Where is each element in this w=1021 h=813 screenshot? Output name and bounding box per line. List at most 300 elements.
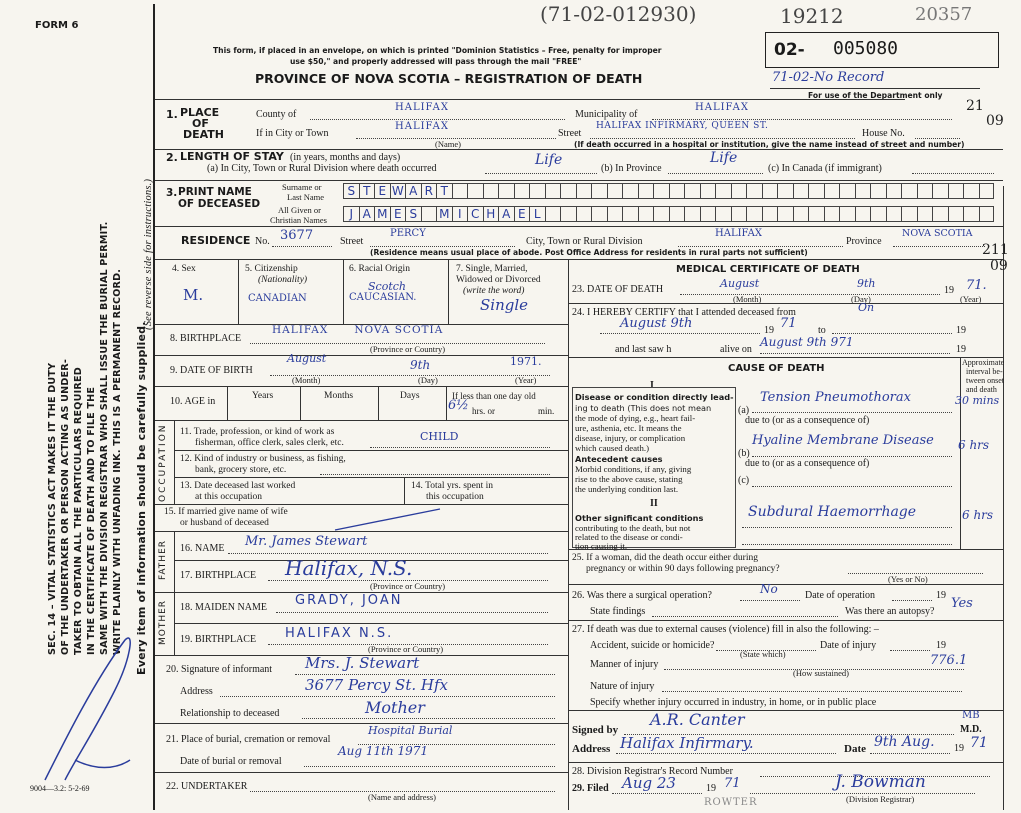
mail-note-1: This form, if placed in an envelope, on which is printed "Dominion Statistics – Free, penalty for improper	[213, 46, 662, 55]
residence-province: NOVA SCOTIA	[902, 228, 973, 239]
mother-bp-caption: (Province or Country)	[368, 644, 444, 654]
marital-label-2: Widowed or Divorced	[456, 275, 541, 285]
interval-1: Approximate	[962, 358, 1005, 367]
burial-date: Aug 11th 1971	[338, 744, 429, 758]
given-name-letter-box[interactable]	[901, 206, 917, 222]
q27-label: 27. If death was due to external causes (violence) fill in also the following: –	[572, 624, 879, 635]
given-name-letter-box[interactable]	[576, 206, 592, 222]
side-text-8: (See reverse side for instructions.)	[143, 178, 154, 330]
dob-label: 9. DATE OF BIRTH	[170, 365, 253, 376]
dob-month-cap: (Month)	[292, 375, 321, 385]
racial-hw: Scotch	[368, 280, 406, 293]
state-which: (State which)	[740, 649, 786, 659]
q26-label: 26. Was there a surgical operation?	[572, 590, 712, 601]
given-name-letter-box[interactable]: S	[405, 206, 421, 222]
date-year: 71	[970, 735, 988, 751]
q25-line-2: pregnancy or within 90 days following pregnancy?	[586, 564, 780, 574]
informant-addr-label: Address	[180, 686, 213, 697]
place-of-death-label-3: DEATH	[183, 128, 225, 141]
surname-letter-box[interactable]	[777, 183, 793, 199]
given-name-letter-box[interactable]: I	[452, 206, 468, 222]
given-name-letter-box[interactable]	[560, 206, 576, 222]
q23-19: 19	[944, 285, 954, 296]
side-text-4: IN THE CERTIFICATE OF DEATH AND TO FILE THE	[86, 386, 97, 655]
residence-city-label: City, Town or Rural Division	[526, 236, 643, 247]
given-names-boxes[interactable]	[343, 206, 994, 222]
undertaker-caption: (Name and address)	[368, 792, 436, 802]
due-to-2: due to (or as a consequence of)	[745, 458, 870, 469]
q24-label: 24. I HEREBY CERTIFY that I attended deceased from	[572, 307, 796, 318]
registrar-signature: J. Bowman	[835, 772, 926, 792]
q26-value: No	[760, 582, 778, 596]
place-of-death-label-2: OF	[192, 117, 209, 130]
side-text-5: SAME WITH THE DIVISION REGISTRAR WHO SHALL ISSUE THE BURIAL PERMIT.	[99, 221, 110, 655]
informant-rel-label: Relationship to deceased	[180, 708, 280, 719]
op-19: 19	[936, 590, 946, 601]
manner-label: Manner of injury	[590, 659, 659, 670]
how-sustained: (How sustained)	[793, 668, 849, 678]
surname-letter-box[interactable]	[467, 183, 483, 199]
surname-letter-box[interactable]: T	[436, 183, 452, 199]
surname-letter-box[interactable]	[855, 183, 871, 199]
interval-4: and death	[966, 385, 997, 394]
given-name-letter-box[interactable]	[932, 206, 948, 222]
informant-rel: Mother	[365, 698, 425, 717]
occupation-bracket-label: OCCUPATION	[158, 423, 168, 502]
residence-no: 3677	[280, 228, 314, 243]
burial-place-label: 21. Place of burial, cremation or removal	[166, 734, 331, 745]
surname-letter-box[interactable]: S	[343, 183, 359, 199]
given-name-letter-box[interactable]	[917, 206, 933, 222]
age-days: Days	[400, 391, 420, 401]
father-bracket-label: FATHER	[158, 539, 168, 580]
given-name-letter-box[interactable]: M	[436, 206, 452, 222]
print-name-label-2: OF DECEASED	[178, 198, 261, 210]
given-name-letter-box[interactable]	[839, 206, 855, 222]
q28-label: 28. Division Registrar's Record Number	[572, 766, 733, 777]
surname-label-1: Surname or	[282, 182, 322, 192]
informant-addr: 3677 Percy St. Hfx	[305, 676, 448, 694]
father-bp-caption: (Province or Country)	[370, 581, 446, 591]
given-name-letter-box[interactable]: A	[498, 206, 514, 222]
given-name-letter-box[interactable]: E	[514, 206, 530, 222]
given-name-letter-box[interactable]: H	[483, 206, 499, 222]
disease-label-4: ure, asthenia, etc. It means the	[575, 423, 682, 433]
stay-b-value: Life	[710, 150, 738, 166]
side-text-6: WRITE PLAINLY WITH UNFADING INK. THIS IS A PERMANENT RECORD.	[112, 268, 123, 655]
house-label: House No.	[862, 128, 905, 139]
given-name-letter-box[interactable]: C	[467, 206, 483, 222]
given-name-letter-box[interactable]	[979, 206, 995, 222]
given-name-letter-box[interactable]	[421, 206, 437, 222]
citizenship-label-1: 5. Citizenship	[245, 264, 298, 274]
roman-ii: II	[650, 498, 658, 509]
cause-b-interval: 6 hrs	[958, 438, 990, 452]
q23-year-cap: (Year)	[960, 294, 982, 304]
father-name-label: 16. NAME	[180, 543, 225, 554]
cause-b: Hyaline Membrane Disease	[752, 433, 934, 448]
birthplace-caption: (Province or Country)	[370, 344, 446, 354]
surname-letter-box[interactable]	[576, 183, 592, 199]
surname-letter-box[interactable]	[762, 183, 778, 199]
registrar-caption: (Division Registrar)	[846, 794, 915, 804]
interval-2: interval be-	[966, 367, 1003, 376]
undertaker-label: 22. UNDERTAKER	[166, 781, 248, 792]
length-of-stay-label: LENGTH OF STAY	[180, 150, 284, 163]
given-name-letter-box[interactable]	[653, 206, 669, 222]
length-of-stay-num: 2.	[166, 151, 178, 164]
surname-letter-box[interactable]	[498, 183, 514, 199]
given-name-letter-box[interactable]	[746, 206, 762, 222]
informant-sig: Mrs. J. Stewart	[305, 654, 420, 672]
dob-year-cap: (Year)	[515, 375, 537, 385]
q11-line-1: 11. Trade, profession, or kind of work as	[180, 427, 335, 437]
disease-label-2: ing to death (This does not mean	[575, 403, 712, 413]
surname-letter-box[interactable]	[963, 183, 979, 199]
given-name-letter-box[interactable]	[948, 206, 964, 222]
medical-title: MEDICAL CERTIFICATE OF DEATH	[676, 264, 860, 275]
other-label-3: related to the disease or condi-	[575, 532, 683, 542]
manner-value: 776.1	[930, 653, 968, 668]
cause-c-letter: (c)	[738, 475, 750, 486]
surname-letter-box[interactable]	[622, 183, 638, 199]
q11-line-2: fisherman, office clerk, sales clerk, etc.	[195, 438, 344, 448]
q24-date: August 9th	[620, 316, 693, 331]
reg-number: 005080	[833, 38, 899, 59]
signed-by-label: Signed by	[572, 724, 619, 736]
roman-i: I	[650, 380, 654, 391]
filed-value: Aug 23	[622, 774, 676, 792]
father-name: Mr. James Stewart	[245, 534, 368, 549]
autopsy-value: Yes	[951, 596, 973, 611]
surname-letter-box[interactable]	[591, 183, 607, 199]
given-name-letter-box[interactable]	[793, 206, 809, 222]
given-label-2: Christian Names	[270, 215, 327, 225]
other-condition-interval: 6 hrs	[962, 508, 994, 522]
marital-value: Single	[480, 296, 529, 314]
disease-label-3: the mode of dying, e.g., heart fail-	[575, 413, 696, 423]
residence-street: PERCY	[390, 228, 426, 239]
age-hours: 6½	[448, 398, 469, 413]
reg-handwritten: 71-02-No Record	[772, 70, 885, 85]
given-name-letter-box[interactable]: J	[343, 206, 359, 222]
surname-letter-box[interactable]	[638, 183, 654, 199]
q12-line-2: bank, grocery store, etc.	[195, 465, 287, 475]
q23-year: 71.	[966, 278, 987, 293]
q24-year: 71	[780, 316, 797, 331]
mother-maiden: GRADY, JOAN	[295, 593, 403, 608]
surname-letter-box[interactable]	[529, 183, 545, 199]
specify-label: Specify whether injury occurred in industry, in home, or in public place	[590, 697, 877, 708]
age-label: 10. AGE in	[170, 396, 216, 407]
side-text-2: OF THE UNDERTAKER OR PERSON ACTING AS UNDER-	[60, 358, 71, 655]
stay-b-label: (b) In Province	[601, 163, 662, 174]
disease-label-5: disease, injury, or complication	[575, 433, 686, 443]
disease-label-1: Disease or condition directly lead-	[575, 392, 734, 402]
q24-19c: 19	[956, 344, 966, 355]
sex-value: M.	[183, 286, 204, 304]
marital-label-1: 7. Single, Married,	[456, 264, 528, 274]
given-name-letter-box[interactable]: M	[374, 206, 390, 222]
given-name-letter-box[interactable]	[855, 206, 871, 222]
cause-b-letter: (b)	[738, 448, 750, 459]
municipality-value: HALIFAX	[695, 102, 749, 113]
surname-letter-box[interactable]	[917, 183, 933, 199]
residence-no-label: No.	[255, 236, 270, 247]
surname-letter-box[interactable]	[684, 183, 700, 199]
residence-province-label: Province	[846, 236, 882, 247]
antecedent-label-4: the underlying condition last.	[575, 484, 679, 494]
surname-letter-box[interactable]: W	[390, 183, 406, 199]
racial-label: 6. Racial Origin	[349, 264, 410, 274]
surname-letter-box[interactable]	[932, 183, 948, 199]
dept-code-4: 09	[990, 258, 1008, 274]
q13-line-2: at this occupation	[195, 492, 263, 502]
surname-letter-box[interactable]	[607, 183, 623, 199]
form-label: FORM 6	[35, 20, 79, 31]
city-label: If in City or Town	[256, 128, 329, 139]
surname-letter-box[interactable]	[545, 183, 561, 199]
q23-month-cap: (Month)	[733, 294, 762, 304]
surname-letter-box[interactable]	[669, 183, 685, 199]
city-value: HALIFAX	[395, 121, 449, 132]
q13-line-1: 13. Date deceased last worked	[180, 481, 296, 491]
surname-letter-box[interactable]	[839, 183, 855, 199]
informant-sig-label: 20. Signature of informant	[166, 664, 273, 675]
father-bp: Halifax, N.S.	[285, 556, 413, 580]
disease-label-6: which caused death.)	[575, 443, 650, 453]
dob-year: 1971.	[510, 355, 542, 368]
citizenship-label-2: (Nationality)	[258, 275, 308, 285]
surname-letter-box[interactable]: E	[374, 183, 390, 199]
residence-note: (Residence means usual place of abode. Post Office Address for residents in rural parts not sufficient)	[370, 248, 808, 257]
given-label-1: All Given or	[278, 205, 321, 215]
given-name-letter-box[interactable]: E	[390, 206, 406, 222]
residence-label: RESIDENCE	[181, 234, 251, 247]
street-value: HALIFAX INFIRMARY, QUEEN ST.	[596, 121, 769, 131]
stay-a-label: (a) In City, Town or Rural Division where death occurred	[207, 163, 437, 174]
q24-alive: alive on	[720, 344, 752, 355]
given-name-letter-box[interactable]: A	[359, 206, 375, 222]
mail-note-2: use $50," and properly addressed will pass through the mail "FREE"	[290, 57, 582, 66]
given-name-letter-box[interactable]	[715, 206, 731, 222]
other-condition: Subdural Haemorrhage	[748, 504, 917, 520]
given-name-letter-box[interactable]	[870, 206, 886, 222]
address-label: Address	[572, 743, 611, 755]
cause-a-interval: 30 mins	[955, 394, 1000, 407]
birthplace-label: 8. BIRTHPLACE	[170, 333, 242, 344]
surname-letter-box[interactable]	[793, 183, 809, 199]
surname-letter-box[interactable]: A	[405, 183, 421, 199]
given-name-letter-box[interactable]	[669, 206, 685, 222]
residence-city: HALIFAX	[715, 228, 762, 239]
reg-prefix: 02-	[774, 40, 805, 60]
md-label: M.D.	[960, 724, 982, 735]
dept-code-1: 21	[966, 98, 984, 114]
margin-scribble	[35, 620, 155, 800]
residence-street-label: Street	[340, 236, 364, 247]
given-name-letter-box[interactable]	[963, 206, 979, 222]
q23-day-cap: (Day)	[851, 294, 871, 304]
place-of-death-num: 1.	[166, 108, 178, 121]
stay-c-label: (c) In Canada (if immigrant)	[768, 163, 882, 174]
given-name-letter-box[interactable]	[700, 206, 716, 222]
q24-alive-date: August 9th 971	[760, 335, 854, 349]
surname-letter-box[interactable]	[948, 183, 964, 199]
nature-label: Nature of injury	[590, 681, 655, 692]
name-caption: (Name)	[435, 139, 461, 149]
side-text-7: Every item of information should be carefully supplied.	[135, 321, 148, 675]
age-years: Years	[252, 391, 274, 401]
birthplace-value: HALIFAX NOVA SCOTIA	[272, 324, 444, 336]
filed-year: 71	[724, 776, 741, 791]
mother-maiden-label: 18. MAIDEN NAME	[180, 602, 267, 613]
racial-value: CAUCASIAN.	[349, 292, 417, 303]
q14-line-1: 14. Total yrs. spent in	[411, 481, 494, 491]
cause-a: Tension Pneumothorax	[760, 390, 911, 405]
given-name-letter-box[interactable]	[684, 206, 700, 222]
mother-bracket-label: MOTHER	[158, 599, 168, 645]
side-text-1: SEC. 14 – VITAL STATISTICS ACT MAKES IT THE DUTY	[47, 362, 58, 655]
date-of-injury: Date of injury	[820, 640, 877, 651]
surname-letter-box[interactable]	[979, 183, 995, 199]
surname-letter-box[interactable]	[824, 183, 840, 199]
q15-line-2: or husband of deceased	[180, 518, 269, 528]
name-num: 3.	[166, 187, 178, 199]
accident-label: Accident, suicide or homicide?	[590, 640, 715, 651]
given-name-letter-box[interactable]	[824, 206, 840, 222]
handwritten-top-2: 19212	[780, 4, 844, 28]
surname-letter-box[interactable]	[700, 183, 716, 199]
surname-letter-box[interactable]	[746, 183, 762, 199]
rowter-stamp: ROWTER	[704, 797, 758, 808]
surname-letter-box[interactable]	[452, 183, 468, 199]
injury-19: 19	[936, 640, 946, 651]
surname-letter-box[interactable]: R	[421, 183, 437, 199]
q24-from: On	[858, 301, 875, 314]
q11-value: CHILD	[420, 430, 459, 443]
dob-day: 9th	[410, 358, 431, 372]
antecedent-label-3: rise to the above cause, stating	[575, 474, 683, 484]
surname-letter-box[interactable]	[560, 183, 576, 199]
marital-label-3: (write the word)	[463, 286, 525, 296]
hospital-note: (If death occurred in a hospital or institution, give the name instead of street and number)	[574, 140, 965, 149]
address-value: Halifax Infirmary.	[620, 734, 754, 752]
footer-code: 9004—3.2: 5-2-69	[30, 784, 90, 793]
age-months: Months	[324, 391, 354, 401]
hrs-or: hrs. or	[472, 406, 495, 416]
stay-a-value: Life	[535, 152, 563, 168]
sex-label: 4. Sex	[172, 264, 196, 274]
q23-label: 23. DATE OF DEATH	[572, 284, 664, 295]
given-name-letter-box[interactable]: L	[529, 206, 545, 222]
dob-day-cap: (Day)	[418, 375, 438, 385]
surname-letter-box[interactable]	[653, 183, 669, 199]
given-name-letter-box[interactable]	[622, 206, 638, 222]
q24-19a: 19	[764, 325, 774, 336]
min-label: min.	[538, 406, 555, 416]
print-name-label-1: PRINT NAME	[178, 186, 252, 198]
cause-a-letter: (a)	[738, 405, 750, 416]
burial-date-label: Date of burial or removal	[180, 756, 282, 767]
antecedent-label-1: Antecedent causes	[575, 454, 663, 464]
state-findings: State findings	[590, 606, 646, 617]
surname-letter-box[interactable]	[901, 183, 917, 199]
due-to-1: due to (or as a consequence of)	[745, 415, 870, 426]
q23-day: 9th	[857, 277, 876, 290]
given-name-letter-box[interactable]	[886, 206, 902, 222]
dob-month: August	[287, 352, 327, 365]
county-value: HALIFAX	[395, 102, 449, 113]
dept-code-2: 09	[986, 113, 1004, 129]
dept-use-caption: For use of the Department only	[808, 91, 943, 100]
given-name-letter-box[interactable]	[607, 206, 623, 222]
surname-label-2: Last Name	[287, 192, 325, 202]
mother-bp: HALIFAX N.S.	[285, 626, 394, 641]
surname-letter-box[interactable]	[514, 183, 530, 199]
father-bp-label: 17. BIRTHPLACE	[180, 570, 257, 581]
q24-to: to	[818, 325, 826, 336]
q14-line-2: this occupation	[426, 492, 484, 502]
side-text-3: TAKER TO OBTAIN ALL THE PARTICULARS REQUIRED	[73, 367, 84, 655]
cause-title: CAUSE OF DEATH	[728, 363, 825, 374]
given-name-letter-box[interactable]	[545, 206, 561, 222]
surname-letter-box[interactable]	[483, 183, 499, 199]
mother-bp-label: 19. BIRTHPLACE	[180, 634, 257, 645]
q25-line-1: 25. If a woman, did the death occur either during	[572, 553, 758, 563]
surname-boxes[interactable]	[343, 183, 994, 199]
burial-place: Hospital Burial	[368, 724, 453, 737]
if-less-label: If less than one day old	[452, 391, 536, 401]
q24-19b: 19	[956, 325, 966, 336]
date-value: 9th Aug.	[874, 734, 935, 750]
length-of-stay-sub: (in years, months and days)	[290, 152, 401, 163]
surname-letter-box[interactable]	[731, 183, 747, 199]
surname-letter-box[interactable]	[808, 183, 824, 199]
surname-letter-box[interactable]	[715, 183, 731, 199]
given-name-letter-box[interactable]	[638, 206, 654, 222]
handwritten-top-3: 20357	[915, 4, 973, 25]
given-name-letter-box[interactable]	[591, 206, 607, 222]
other-label-4: tion causing it.	[575, 541, 628, 551]
given-name-letter-box[interactable]	[777, 206, 793, 222]
given-name-letter-box[interactable]	[808, 206, 824, 222]
date-19: 19	[954, 743, 964, 754]
antecedent-label-2: Morbid conditions, if any, giving	[575, 464, 692, 474]
surname-letter-box[interactable]: T	[359, 183, 375, 199]
street-label: Street	[558, 128, 582, 139]
county-label: County of	[256, 109, 297, 120]
form-title: PROVINCE OF NOVA SCOTIA – REGISTRATION OF DEATH	[255, 71, 643, 86]
q12-line-1: 12. Kind of industry or business, as fishing,	[180, 454, 346, 464]
q29-label: 29. Filed	[572, 783, 609, 794]
surname-letter-box[interactable]	[886, 183, 902, 199]
place-of-death-label-1: PLACE	[180, 106, 220, 119]
interval-3: tween onset	[966, 376, 1004, 385]
date-of-operation: Date of operation	[805, 590, 875, 601]
date-label: Date	[844, 743, 866, 755]
md-handwritten: MB	[962, 710, 980, 721]
q15-line-1: 15. If married give name of wife	[164, 507, 288, 517]
surname-letter-box[interactable]	[870, 183, 886, 199]
municipality-label: Municipality of	[575, 109, 638, 120]
filed-19: 19	[706, 783, 716, 794]
signed-by-value: A.R. Canter	[650, 710, 745, 729]
autopsy-label: Was there an autopsy?	[845, 606, 935, 617]
citizenship-value: CANADIAN	[248, 293, 307, 304]
given-name-letter-box[interactable]	[762, 206, 778, 222]
given-name-letter-box[interactable]	[731, 206, 747, 222]
